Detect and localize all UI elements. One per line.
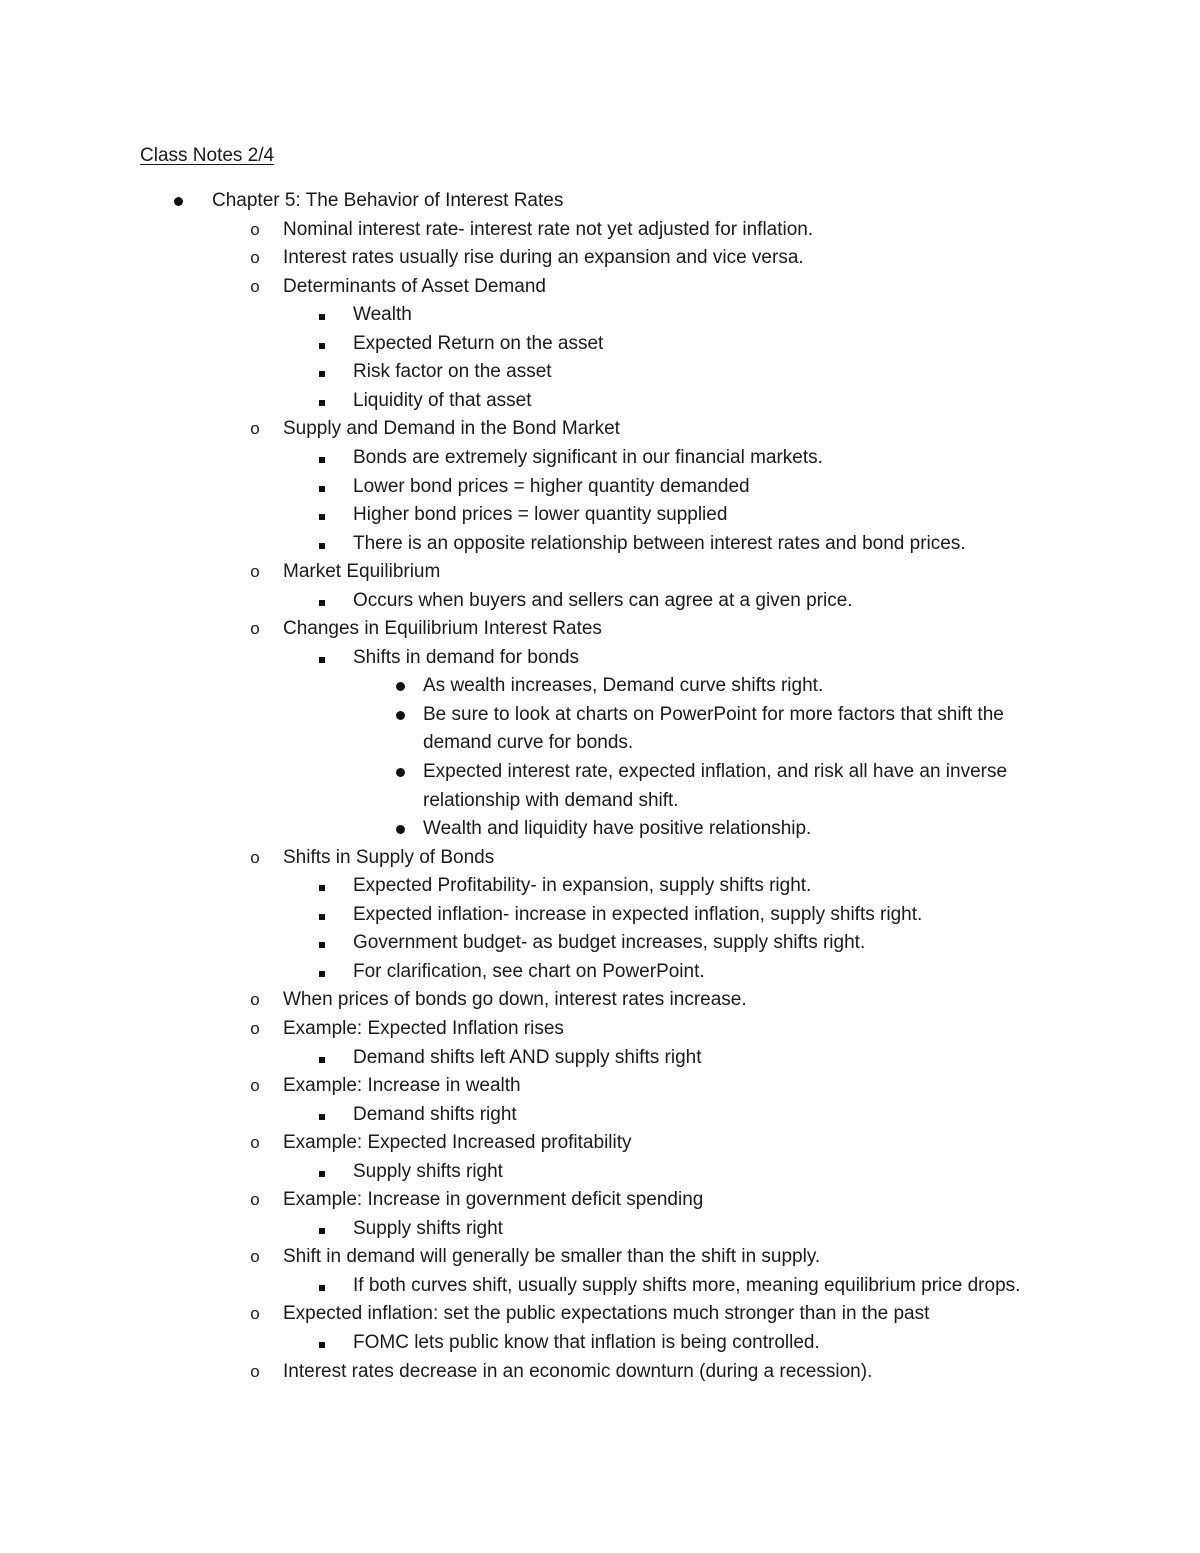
square-bullet-icon — [312, 1215, 332, 1243]
square-bullet-icon — [312, 1044, 332, 1072]
list-item: Liquidity of that asset — [353, 389, 532, 411]
list-item: For clarification, see chart on PowerPoint. — [353, 960, 705, 982]
circle-bullet-icon: o — [250, 419, 260, 439]
square-bullet-icon — [312, 929, 332, 957]
square-bullet-icon — [312, 958, 332, 986]
circle-bullet-icon: o — [250, 219, 260, 239]
circle-bullet-icon: o — [250, 1190, 260, 1210]
list-item: Example: Increase in government deficit spending — [283, 1189, 704, 1211]
list-item: There is an opposite relationship between interest rates and bond prices. — [353, 532, 966, 554]
list-item: Lower bond prices = higher quantity demanded — [353, 475, 750, 497]
square-bullet-icon — [312, 358, 332, 386]
bullet-dot-icon — [390, 701, 410, 729]
list-item: Bonds are extremely significant in our financial markets. — [353, 446, 823, 468]
list-item: Be sure to look at charts on PowerPoint for more factors that shift the — [423, 703, 1004, 725]
square-bullet-icon — [312, 1272, 332, 1300]
circle-bullet-icon: o — [250, 562, 260, 582]
list-item: As wealth increases, Demand curve shifts right. — [423, 675, 824, 697]
bullet-dot-icon — [390, 672, 410, 700]
square-bullet-icon — [312, 473, 332, 501]
square-bullet-icon — [312, 501, 332, 529]
list-item: Example: Increase in wealth — [283, 1075, 521, 1097]
list-item: Shifts in demand for bonds — [353, 646, 580, 668]
square-bullet-icon — [312, 330, 332, 358]
list-item-continuation: demand curve for bonds. — [423, 732, 634, 754]
list-item: Example: Expected Inflation rises — [283, 1017, 564, 1039]
list-item: Wealth and liquidity have positive relationship. — [423, 818, 812, 840]
circle-bullet-icon: o — [250, 847, 260, 867]
bullet-dot-icon — [168, 187, 188, 215]
list-item: Chapter 5: The Behavior of Interest Rates — [212, 190, 564, 211]
list-item: Expected Profitability- in expansion, supply shifts right. — [353, 875, 812, 897]
square-bullet-icon — [312, 444, 332, 472]
square-bullet-icon — [312, 530, 332, 558]
list-item: Determinants of Asset Demand — [283, 275, 546, 297]
square-bullet-icon — [312, 387, 332, 415]
list-item-continuation: relationship with demand shift. — [423, 789, 679, 811]
list-item: Nominal interest rate- interest rate not yet adjusted for inflation. — [283, 218, 814, 240]
list-item: Supply shifts right — [353, 1160, 503, 1182]
list-item: Government budget- as budget increases, supply shifts right. — [353, 932, 866, 954]
list-item: Demand shifts right — [353, 1103, 517, 1125]
circle-bullet-icon: o — [250, 1133, 260, 1153]
square-bullet-icon — [312, 587, 332, 615]
list-item: Shift in demand will generally be smaller than the shift in supply. — [283, 1246, 821, 1268]
circle-bullet-icon: o — [250, 1076, 260, 1096]
square-bullet-icon — [312, 1158, 332, 1186]
list-item: Higher bond prices = lower quantity supplied — [353, 504, 728, 526]
circle-bullet-icon: o — [250, 248, 260, 268]
list-item: Interest rates usually rise during an expansion and vice versa. — [283, 247, 804, 269]
list-item: Changes in Equilibrium Interest Rates — [283, 618, 602, 640]
square-bullet-icon — [312, 1101, 332, 1129]
list-item: Shifts in Supply of Bonds — [283, 846, 495, 868]
circle-bullet-icon: o — [250, 990, 260, 1010]
list-item: Expected interest rate, expected inflation, and risk all have an inverse — [423, 761, 1008, 782]
list-item: When prices of bonds go down, interest rates increase. — [283, 989, 747, 1011]
square-bullet-icon — [312, 301, 332, 329]
list-item: Market Equilibrium — [283, 561, 441, 583]
square-bullet-icon — [312, 1329, 332, 1357]
circle-bullet-icon: o — [250, 619, 260, 639]
list-item: Expected Return on the asset — [353, 332, 604, 354]
square-bullet-icon — [312, 901, 332, 929]
list-item: Demand shifts left AND supply shifts right — [353, 1046, 702, 1068]
list-item: Expected inflation: set the public expectations much stronger than in the past — [283, 1303, 930, 1325]
circle-bullet-icon: o — [250, 276, 260, 296]
list-item: Expected inflation- increase in expected inflation, supply shifts right. — [353, 903, 923, 925]
list-item: Interest rates decrease in an economic downturn (during a recession). — [283, 1360, 873, 1382]
circle-bullet-icon: o — [250, 1018, 260, 1038]
list-item: If both curves shift, usually supply shifts more, meaning equilibrium price drops. — [353, 1274, 1021, 1296]
page-title: Class Notes 2/4 — [140, 145, 275, 166]
list-item: Risk factor on the asset — [353, 361, 552, 383]
square-bullet-icon — [312, 644, 332, 672]
circle-bullet-icon: o — [250, 1304, 260, 1324]
list-item: Example: Expected Increased profitability — [283, 1132, 632, 1154]
list-item: Occurs when buyers and sellers can agree at a given price. — [353, 589, 853, 611]
list-item: FOMC lets public know that inflation is being controlled. — [353, 1332, 820, 1353]
circle-bullet-icon: o — [250, 1361, 260, 1381]
circle-bullet-icon: o — [250, 1247, 260, 1267]
bullet-dot-icon — [390, 758, 410, 786]
list-item: Supply shifts right — [353, 1217, 503, 1239]
bullet-dot-icon — [390, 815, 410, 843]
list-item: Supply and Demand in the Bond Market — [283, 418, 620, 440]
list-item: Wealth — [353, 304, 412, 326]
square-bullet-icon — [312, 872, 332, 900]
